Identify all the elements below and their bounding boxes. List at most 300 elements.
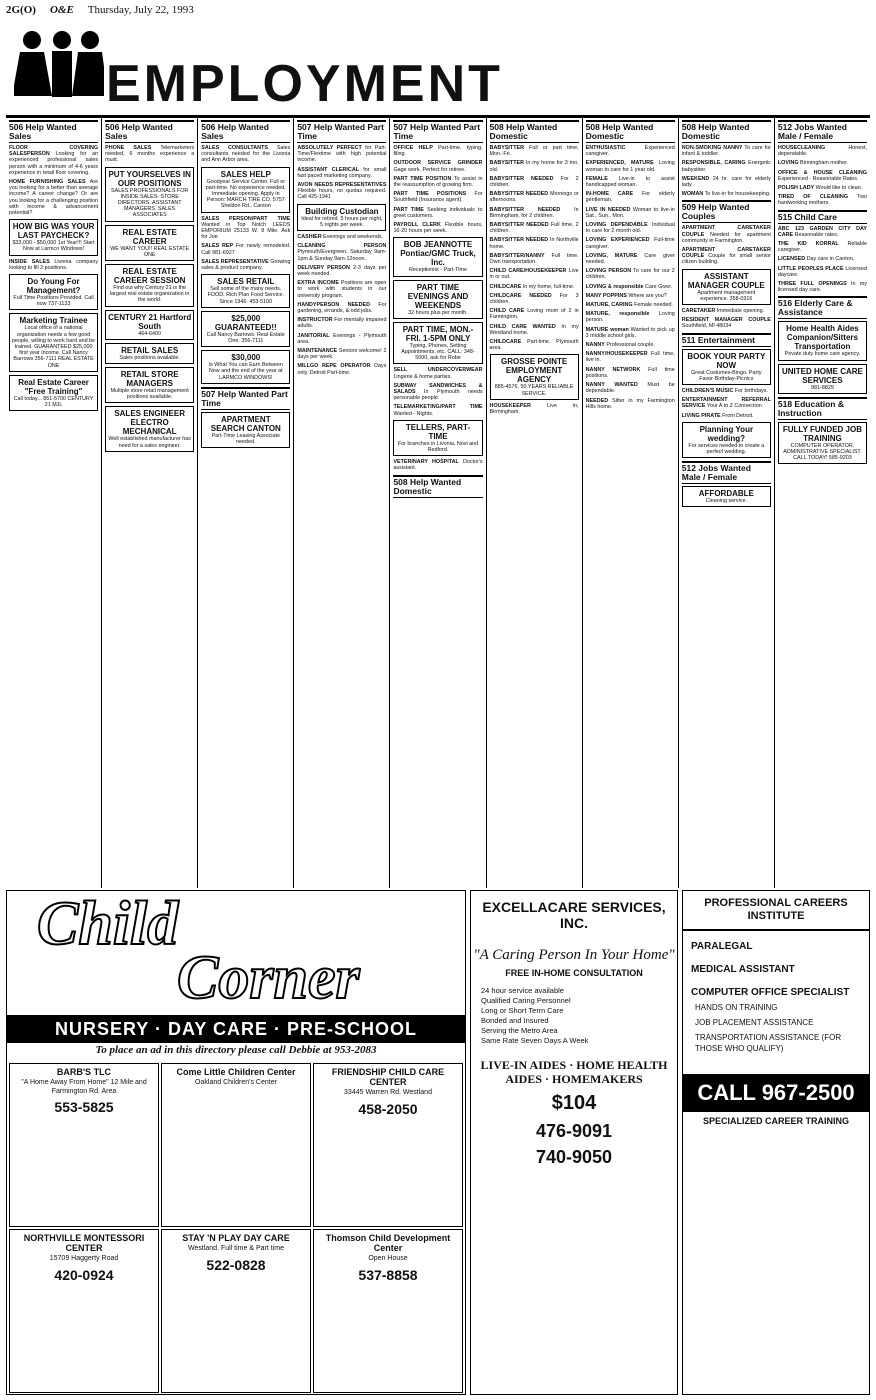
ad-headline: AVON NEEDS REPRESENTATIVES [297, 182, 387, 189]
ad-body: for small fast paced marketing company. [297, 166, 387, 179]
category-heading: 506 Help Wanted Sales [201, 120, 290, 143]
excellacare-name: EXCELLACARE SERVICES, INC. [482, 899, 666, 931]
feature-item: Long or Short Term Care [481, 1006, 564, 1015]
ad-body: Full time. Own transportation. [489, 252, 579, 266]
ad-body: Sell some of the many needs. FOOD. Rich Plan Food Service. Since 1946. 453-5100 [207, 286, 284, 305]
ad-body: Live in, Birmingham. [489, 402, 579, 416]
classified-ad [297, 363, 386, 375]
classified-ad [201, 145, 290, 164]
classified-ad [393, 367, 482, 379]
classified-ad [105, 145, 194, 164]
ad-body: 885-4576. 50 YEARS RELIABLE SERVICE. [494, 384, 574, 397]
ad-body: COMPUTER OPERATOR. ADMINISTRATIVE SPECIALIST. CALL TODAY! 585-9203 [783, 442, 862, 462]
ad-body: For elderly gentleman. [585, 191, 675, 204]
ad-headline: SELL UNDERCOVERWEAR [393, 367, 483, 374]
ad-body: To care for our 2 children. [585, 268, 675, 281]
classified-ad [682, 308, 771, 314]
listing-name: BARB'S TLC [56, 1067, 112, 1077]
category-heading: 507 Help Wanted Part Time [297, 120, 386, 143]
classified-ad [9, 145, 98, 176]
ad-headline: WOMAN [681, 191, 704, 198]
ad-headline: RETAIL SALES [121, 345, 179, 355]
ad-body: For birthdays. [734, 388, 768, 395]
classified-ad [393, 459, 482, 471]
classified-ad [586, 327, 675, 339]
ad-headline: REAL ESTATE CAREER SESSION [113, 267, 186, 286]
ad-headline: BABYSITTER [489, 145, 524, 151]
classified-ad [778, 364, 867, 394]
ad-headline: HANDYPERSON NEEDED [297, 301, 371, 308]
ad-body: 2-3 days per week needed. [297, 264, 387, 278]
ad-body: Two hardworking mothers. [777, 194, 867, 207]
classified-ad [393, 420, 482, 456]
classified-column [6, 118, 102, 888]
classified-ad [586, 253, 675, 265]
ad-body: Great Costumes-Bingo. Party Favor-Birthday-Picnics [691, 369, 762, 382]
classified-ad [586, 367, 675, 379]
classified-ad [586, 191, 675, 203]
ad-body: For 3 children. [489, 292, 579, 306]
ad-headline: NANNY NETWORK [585, 366, 641, 373]
ad-headline: MAINTENANCE [297, 348, 338, 355]
category-heading: 512 Jobs Wanted Male / Female [778, 120, 867, 143]
ad-headline: ASSISTANT MANAGER COUPLE [687, 271, 765, 290]
classified-ad [682, 388, 771, 394]
ad-headline: Real Estate Career "Free Training" [18, 377, 89, 396]
ad-body: Find out why Century 21 is the largest real estate organization in the world. [109, 285, 190, 304]
ad-headline: TELLERS, PART-TIME [405, 422, 471, 441]
ad-headline: PART TIME POSITION [393, 175, 452, 182]
ad-body: Goodyear Service Center. Full or part-time. No experience needed. Immediate opening. Apply in Person: MARCH TIRE CO. 5757 Sheldon Rd., Canton [205, 178, 286, 210]
ad-headline: REAL ESTATE CAREER [122, 227, 177, 246]
classified-ad [586, 342, 675, 348]
ad-headline: APARTMENT CARETAKER COUPLE [681, 247, 771, 260]
classified-ad [682, 349, 771, 385]
ad-body: Southfield, MI 48034 [681, 323, 732, 330]
ad-body: Wanted - Nights. [393, 410, 434, 417]
ad-body: WE WANT YOU!! REAL ESTATE ONE [110, 245, 190, 258]
ad-body: Plymouth/Evergreen. Saturday 9am-1pm & Sunday 9am-12noon. [297, 249, 387, 262]
ad-headline: CHILD CARE/HOUSEKEEPER [489, 268, 567, 275]
ad-headline: MATURE, CARING [585, 302, 633, 309]
ad-body: Telemarketers needed, 6 months experience a must. [105, 145, 195, 164]
ad-body: Experienced caregiver. [585, 145, 675, 158]
ad-headline: RESPONSIBLE, CARING [681, 160, 746, 167]
classified-ad [201, 412, 290, 448]
ad-headline: CLEANING PERSON [297, 243, 387, 250]
ad-headline: RESIDENT MANAGER COUPLE [681, 317, 771, 324]
ad-headline: LITTLE PEOPLES PLACE [777, 265, 844, 272]
people-figures-icon [14, 26, 104, 114]
childcare-listing [9, 1063, 159, 1227]
classified-ad [393, 383, 482, 402]
classified-ad [586, 207, 675, 219]
ad-body: Needed for apartment community in Farmington. [681, 231, 771, 244]
ad-headline: FULLY FUNDED JOB TRAINING [782, 424, 862, 443]
ad-body: Evenings - Plymouth area. [297, 332, 387, 345]
classified-ad [778, 170, 867, 182]
ad-headline: LOVING [777, 160, 799, 167]
classified-ad [201, 167, 290, 213]
listing-text: "A Home Away From Home" 12 Mile and Farmington Rd. Area [21, 1079, 147, 1095]
ad-body: Woman to live-in Sat., Sun., Mon. [585, 206, 675, 219]
ad-body: Wanted to pick up 3 middle school girls. [585, 326, 675, 339]
classified-ad [490, 284, 579, 290]
ad-body: Where are you? [628, 292, 667, 299]
childcare-listing [161, 1229, 311, 1393]
ad-body: Are you looking for a better than average income? A career change? Or are you looking for a challenging position with income & advancement potential? [9, 179, 99, 217]
ad-headline: INSTRUCTOR [297, 317, 333, 324]
issue-date: Thursday, July 22, 1993 [87, 4, 194, 16]
classified-ad [778, 422, 867, 465]
ad-headline: OUTDOOR SERVICE GRINDER [393, 160, 483, 167]
ad-body: Looking for an experienced professional sales person with a minimum of 4-6 years experience in retail floor covering. [9, 151, 99, 176]
ad-headline: HOUSECLEANING [777, 145, 826, 151]
ad-headline: APARTMENT CARETAKER COUPLE [681, 225, 771, 238]
ad-body: for Part-Time/Flextime with high potential income. [297, 145, 387, 164]
ad-body: Full Time Positions Provided. Call now 737-1133 [13, 295, 94, 308]
listing-phone: 537-8858 [358, 1266, 418, 1283]
ad-headline: CENTURY 21 Hartford South [108, 312, 192, 331]
excellacare-rate: $104 [551, 1092, 597, 1114]
ad-headline: $25,000 GUARANTEED!! [214, 313, 277, 332]
category-heading: 508 Help Wanted Domestic [682, 120, 771, 143]
ad-body: Mornings or afternoons. [489, 191, 579, 204]
ad-body: Full time, 2 children. [489, 222, 579, 235]
ad-body: Live-in to assist handicapped woman. [585, 175, 675, 189]
listing-text: 15709 Haggerty Road [49, 1255, 119, 1262]
ad-headline: SALES HELP [220, 169, 271, 179]
classified-ad [682, 176, 771, 188]
ad-body: Seniors welcome! 2 days per week. [297, 348, 387, 361]
classified-column [775, 118, 870, 888]
classified-ad [778, 241, 867, 253]
ad-headline: HOW BIG WAS YOUR LAST PAYCHECK? [12, 222, 95, 241]
feature-item: Bonded and Insured [481, 1016, 549, 1025]
ad-headline: APARTMENT SEARCH CANTON [210, 414, 281, 433]
category-heading: 518 Education & Instruction [778, 397, 867, 420]
classified-ad [393, 222, 482, 234]
classified-ad [586, 398, 675, 410]
ad-headline: UNITED HOME CARE SERVICES [781, 366, 863, 385]
listing-phone: 458-2050 [358, 1100, 418, 1117]
classified-ad [490, 207, 579, 219]
ad-headline: NANNY WANTED [585, 382, 638, 389]
ad-body: In Birmingham, for 2 children. [489, 206, 579, 219]
classified-ad [586, 268, 675, 280]
feature-item: Same Rate Seven Days A Week [481, 1036, 589, 1045]
classified-ad [490, 293, 579, 305]
ad-body: Positions are open to work with students in our university program. [297, 280, 387, 299]
classified-ad [393, 191, 482, 203]
ad-headline: HOUSEKEEPER [489, 402, 531, 409]
ad-body: Reasonable rates. [794, 231, 839, 238]
ad-headline: RETAIL STORE MANAGERS [120, 370, 179, 389]
ad-body: In Plymouth needs personable people. [393, 389, 483, 402]
listing-name: FRIENDSHIP CHILD CARE CENTER [331, 1067, 445, 1087]
classified-ad [778, 281, 867, 293]
ad-body: In my home, full-time. [522, 283, 575, 290]
ad-body: Day care in Canton. [806, 256, 855, 263]
feature-item: Serving the Metro Area [481, 1026, 558, 1035]
listing-name: STAY 'N PLAY DAY CARE [182, 1233, 290, 1243]
excellacare-phone-2: 740-9050 [535, 1147, 613, 1167]
ad-headline: BABYSITTER NEEDED [489, 206, 561, 213]
classified-ad [586, 237, 675, 249]
ad-headline: LOVING, MATURE [585, 252, 638, 259]
ad-headline: CHILDCARE NEEDED [489, 292, 552, 299]
classified-ad [682, 317, 771, 329]
ad-body: Sales consultants needed for the Livonia and Ann Arbor area. [201, 145, 291, 164]
ad-body: Call today... 851-5700 CENTURY 21 MJL [13, 395, 94, 409]
ad-body: Receptionist - Part-Time [409, 267, 467, 274]
child-corner-logo: Child Corner [37, 890, 360, 1012]
benefit-item: TRANSPORTATION ASSISTANCE (FOR THOSE WHO QUALIFY) [695, 1033, 842, 1053]
ad-headline: BABYSITTER [489, 160, 524, 167]
excellacare-tagline: FREE IN-HOME CONSULTATION [505, 968, 643, 978]
classified-ad [778, 321, 867, 360]
classified-ad [393, 237, 482, 276]
ad-body: Energetic babysitter. [681, 160, 771, 173]
classified-ad [201, 243, 290, 255]
classified-ad [9, 274, 98, 310]
feature-item: 24 hour service available [481, 986, 564, 995]
ad-headline: PART TIME POSITIONS [393, 191, 467, 198]
ad-body: Sales positions available. [119, 354, 180, 361]
classified-ad [778, 226, 867, 238]
ad-body: For mentally impaired adults. [297, 317, 387, 330]
classified-ad [778, 266, 867, 278]
ad-body: In my Westland home. [489, 323, 579, 336]
ad-headline: ENTHUSIASTIC [585, 145, 626, 151]
classified-ad [105, 225, 194, 261]
ad-body: For services needed to create a perfect wedding. [688, 442, 765, 456]
classified-ad [490, 222, 579, 234]
classified-ad [682, 422, 771, 458]
pci-programs [683, 931, 869, 1000]
nursery-strip: NURSERY · DAY CARE · PRE-SCHOOL [7, 1015, 465, 1043]
ad-body: Loving woman to care for 1 year old. [585, 160, 675, 173]
ad-body: Well established manufacturer has need for a sales engineer. [108, 436, 191, 449]
ad-body: Care giver needed. [585, 252, 675, 266]
ad-headline: TIRED OF CLEANING [777, 194, 849, 201]
excellacare-quote: "A Caring Person In Your Home" [473, 947, 675, 963]
ad-body: Birmingham mother. [800, 160, 849, 167]
ad-body: SALES PROFESSIONALS FOR INSIDE SALES. STORE DIRECTORS. ASSISTANT MANAGERS. SALES ASSOCIATES [111, 187, 189, 219]
ad-body: 24 hr. care for elderly lady. [681, 175, 771, 189]
classified-ad [393, 145, 482, 157]
publication-name: O&E [49, 4, 74, 16]
excellacare-ad [470, 890, 678, 1395]
classified-ad [297, 333, 386, 345]
ad-headline: BABYSITTER NEEDED [489, 222, 549, 229]
classified-ad [586, 176, 675, 188]
classified-ad [105, 406, 194, 451]
ad-headline: PHONE SALES [105, 145, 152, 151]
ad-headline: CHILDREN'S MUSIC [681, 388, 734, 395]
ad-headline: SALES ENGINEER ELECTRO MECHANICAL [114, 409, 185, 437]
ad-headline: LIVE IN NEEDED [585, 206, 631, 213]
classified-ad [201, 216, 290, 241]
classified-ad [682, 145, 771, 157]
directory-note: To place an ad in this directory please call Debbie at 953-2083 [95, 1044, 377, 1056]
ad-body: Cleaning service. [705, 498, 747, 505]
ad-headline: EXTRA INCOME [297, 280, 339, 287]
classified-ad [393, 207, 482, 219]
childcare-listing [9, 1229, 159, 1393]
classified-ad [778, 160, 867, 166]
classified-column [294, 118, 390, 888]
classified-ad [682, 413, 771, 419]
benefit-item: JOB PLACEMENT ASSISTANCE [695, 1018, 814, 1027]
childcare-directory [9, 1063, 463, 1393]
classified-ad [9, 179, 98, 216]
ad-body: Your A to Z Connection [706, 403, 762, 410]
ad-headline: NANNY/HOUSEKEEPER [585, 351, 648, 358]
classified-column [487, 118, 583, 888]
classified-ad [586, 311, 675, 323]
listing-text: Open House [368, 1255, 408, 1262]
ad-headline: Building Custodian [305, 206, 379, 216]
classified-ad [297, 167, 386, 179]
ad-body: Evenings and weekends. [323, 234, 384, 241]
ad-body: Loving mom of 2 in Farmington. [489, 308, 579, 321]
listing-text: Oakland Children's Center [195, 1079, 277, 1086]
classified-ad [9, 259, 98, 271]
listing-name: NORTHVILLE MONTESSORI CENTER [23, 1233, 145, 1253]
ad-body: To assist in the reassumption of growing firm. [393, 175, 483, 189]
classified-ad [586, 160, 675, 172]
classified-ad [490, 403, 579, 415]
display-ads [6, 890, 870, 1395]
ad-body: To care for infant & toddler. [681, 145, 771, 158]
ad-body: Lingerie & home parties. [393, 373, 452, 380]
ad-headline: JANITORIAL [297, 332, 330, 339]
listing-name: Thomson Child Development Center [325, 1233, 451, 1253]
ad-headline: PART TIME [393, 206, 424, 213]
pci-benefits [683, 1000, 869, 1056]
ad-headline: NANNY [585, 342, 605, 349]
ad-body: Full time positions. [585, 366, 675, 379]
classified-ad [297, 243, 386, 262]
classified-ad [778, 145, 867, 157]
classified-ad [490, 176, 579, 188]
classified-ad [490, 253, 579, 265]
ad-headline: MILLGO REPE OPERATOR [297, 363, 371, 370]
ad-body: Experienced - Reasonable Rates. [777, 175, 859, 182]
ad-body: Typing, Phones, Setting Appointments, etc. CALL: 348-5000, ask for Robe [401, 342, 475, 362]
ad-headline: ASSISTANT CLERICAL [297, 166, 360, 173]
ad-headline: IN-HOME CARE [585, 191, 634, 198]
ad-body: Live in or out. [489, 268, 579, 281]
classified-ad [297, 204, 386, 231]
ad-headline: VETERINARY HOSPITAL [393, 459, 459, 466]
classified-ad [682, 247, 771, 266]
section-banner [6, 20, 870, 118]
benefit-item: HANDS ON TRAINING [695, 1003, 778, 1012]
ad-headline: Planning Your wedding? [699, 424, 754, 443]
ad-body: Flexible hours, no quotas required. Call 425-1941 [297, 188, 387, 201]
classified-ad [201, 274, 290, 308]
classified-ad [201, 311, 290, 347]
pci-title: PROFESSIONAL CAREERS INSTITUTE [683, 891, 869, 931]
ad-headline: SALES REP [201, 243, 234, 250]
ad-headline: NEEDED [585, 397, 609, 404]
feature-item: Qualified Caring Personnel [481, 996, 571, 1005]
ad-headline: THE KID KORRAL [777, 241, 839, 248]
classified-ad [490, 339, 579, 351]
listing-text: 33445 Warren Rd. Westland [344, 1089, 432, 1096]
program-item: COMPUTER OFFICE SPECIALIST [691, 987, 850, 998]
ad-headline: Do Young For Management? [26, 277, 81, 296]
ad-headline: PART TIME EVENINGS AND WEEKENDS [407, 282, 469, 310]
ad-headline: SALES RETAIL [217, 277, 275, 287]
listing-phone: 522-0828 [206, 1256, 266, 1273]
classified-ad [297, 182, 386, 201]
classified-ad [9, 313, 98, 371]
ad-body: 464-6400 [138, 330, 162, 337]
listing-phone: 420-0924 [54, 1266, 114, 1283]
ad-headline: CHILDCARE [489, 283, 522, 290]
classified-ad [586, 351, 675, 363]
section-title: EMPLOYMENT [106, 55, 503, 113]
classified-ad [490, 237, 579, 249]
program-item: MEDICAL ASSISTANT [691, 964, 795, 975]
classified-ad [297, 265, 386, 277]
ad-headline: SUBWAY SANDWICHES & SALADS [393, 382, 483, 396]
classified-ad [682, 397, 771, 409]
classified-ad [490, 354, 579, 399]
ad-body: For gardening, errands, & odd jobs. [297, 301, 387, 315]
program-item: PARALEGAL [691, 941, 753, 952]
ad-body: To live-in for housekeeping. [704, 191, 771, 198]
ad-body: Flexible hours, 16-20 hours per week. [393, 222, 483, 235]
ad-headline: FLOOR COVERING SALESPERSON [9, 145, 99, 158]
ad-body: In Northville home. [489, 237, 579, 250]
ad-body: Reliable caregiver. [777, 241, 867, 254]
ad-body: Growing sales & product company. [201, 258, 291, 272]
category-heading: 506 Help Wanted Sales [105, 120, 194, 143]
ad-headline: CHILDCARE [489, 339, 522, 346]
ad-body: Full time, live in. [585, 351, 675, 364]
ad-body: Professional couple. [606, 342, 655, 349]
ad-headline: LOVING PERSON [585, 268, 632, 275]
classified-ad [105, 264, 194, 307]
ad-body: Apartment management experience. 358-0316 [697, 289, 756, 302]
ad-headline: OFFICE HELP [393, 145, 433, 151]
classified-ad [105, 343, 194, 364]
ad-body: Ideal for retired. 5 hours per night, 5 nights per week. [301, 215, 383, 228]
classified-ad [9, 375, 98, 411]
classified-column [583, 118, 679, 888]
category-heading: 516 Elderly Care & Assistance [778, 296, 867, 319]
ad-body: Days only. Detroit Part-time. [297, 363, 387, 376]
classified-ad [490, 268, 579, 280]
ad-body: Licensed daycare. [777, 265, 867, 278]
listing-name: Come Little Children Center [176, 1067, 296, 1077]
page-header [6, 4, 870, 20]
ad-body: Seeking individuals to greet customers. [393, 206, 483, 219]
ad-headline: CHILD CARE WANTED [489, 323, 556, 330]
ad-headline: BOB JEANNOTTE Pontiac/GMC Truck, Inc. [400, 240, 476, 268]
ad-headline: LIVING PIRATE [681, 412, 721, 419]
classified-ad [393, 280, 482, 319]
classified-ad [490, 191, 579, 203]
ad-body: Individual to care for 2 month old. [585, 222, 675, 235]
ad-headline: ENTERTAINMENT REFERRAL SERVICE [681, 397, 771, 410]
childcare-listing [313, 1229, 463, 1393]
ad-body: Female needed. [634, 302, 674, 309]
